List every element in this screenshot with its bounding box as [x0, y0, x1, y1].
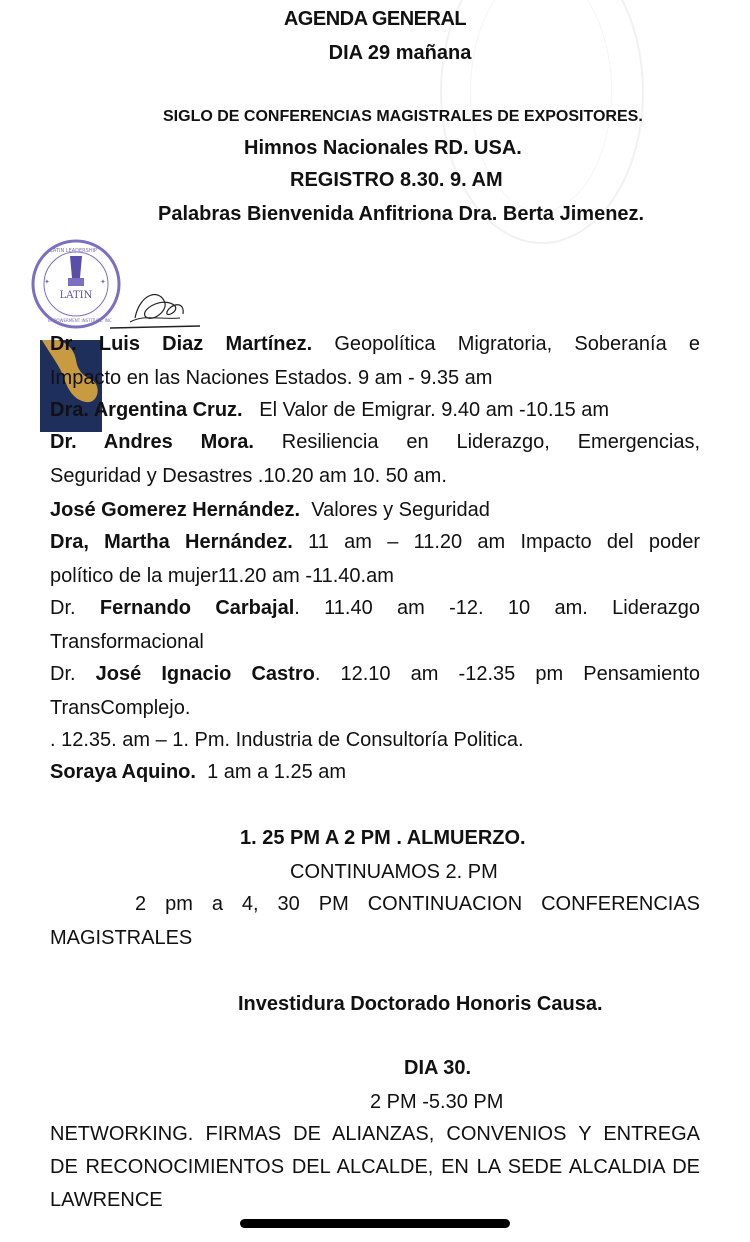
svg-text:✦: ✦: [100, 279, 106, 286]
talk-time: 1 am a 1.25 am: [207, 761, 347, 783]
agenda-item-3-line-1: [50, 426, 700, 459]
registration-time: REGISTRO 8.30. 9. AM: [290, 169, 503, 191]
agenda-item-7-line-1: [50, 658, 700, 691]
speaker-name: Dr. Andres Mora.: [50, 431, 254, 453]
agenda-item-1-line-2: Impacto en las Naciones Estados. 9 am - 9.35 am: [50, 367, 493, 389]
talk-topic: . 12.10 am -12.35 pm Pensamiento: [314, 663, 700, 685]
day-30-heading: DIA 30.: [404, 1057, 472, 1079]
continue-note: CONTINUAMOS 2. PM: [290, 861, 498, 883]
agenda-title: AGENDA GENERAL: [283, 8, 467, 30]
agenda-item-6-line-1: [50, 592, 700, 625]
talk-topic: 11 am – 11.20 am Impacto del poder: [308, 531, 701, 553]
day-30-line-2: DE RECONOCIMIENTOS DEL ALCALDE, EN LA SEDE ALCALDIA DE: [50, 1156, 700, 1178]
afternoon-session-line-2: MAGISTRALES: [50, 927, 193, 949]
svg-text:LATIN: LATIN: [59, 290, 93, 301]
home-indicator-bar[interactable]: [240, 1219, 510, 1228]
honoris-causa: Investidura Doctorado Honoris Causa.: [238, 993, 603, 1015]
speaker-name: Dra, Martha Hernández.: [50, 531, 293, 553]
day-30-line-1: NETWORKING. FIRMAS DE ALIANZAS, CONVENIOS Y ENTREGA: [50, 1123, 700, 1145]
agenda-item-1-line-1: [50, 328, 700, 361]
day-29-heading: DIA 29 mañana: [328, 42, 472, 64]
talk-topic: . 11.40 am -12. 10 am. Liderazgo: [294, 597, 700, 619]
speaker-name: José Gomerez Hernández.: [50, 499, 301, 521]
agenda-item-8: . 12.35. am – 1. Pm. Industria de Consultoría Politica.: [50, 729, 524, 751]
speaker-name: Dra. Argentina Cruz.: [50, 399, 243, 421]
agenda-item-5-line-1: [50, 526, 700, 559]
speaker-title: Dr.: [50, 597, 76, 619]
speaker-name: Soraya Aquino.: [50, 761, 196, 783]
conference-subtitle: SIGLO DE CONFERENCIAS MAGISTRALES DE EXPOSITORES.: [163, 108, 643, 125]
agenda-item-4: [50, 494, 700, 527]
agenda-item-3-line-2: Seguridad y Desastres .10.20 am 10. 50 am.: [50, 465, 447, 487]
day-30-time: 2 PM -5.30 PM: [370, 1091, 504, 1113]
svg-text:EMPOWERMENT INSTITUTE, INC: EMPOWERMENT INSTITUTE, INC: [48, 318, 112, 323]
agenda-item-5-line-2: político de la mujer11.20 am -11.40.am: [50, 565, 394, 587]
speaker-title: Dr.: [50, 663, 76, 685]
speaker-name: Fernando Carbajal: [99, 597, 295, 619]
day-30-line-3: LAWRENCE: [50, 1189, 163, 1211]
agenda-item-2: [50, 394, 700, 427]
talk-topic: Resiliencia en Liderazgo, Emergencias,: [281, 431, 700, 453]
speaker-name: Dr. Luis Diaz Martínez.: [50, 333, 313, 355]
talk-topic: Valores y Seguridad: [311, 499, 490, 521]
talk-topic: El Valor de Emigrar. 9.40 am -10.15 am: [259, 399, 610, 421]
talk-topic: Geopolítica Migratoria, Soberanía e: [334, 333, 701, 355]
afternoon-session-line-1: 2 pm a 4, 30 PM CONTINUACION CONFERENCIAS: [135, 893, 700, 915]
agenda-item-7-line-2: TransComplejo.: [50, 697, 191, 719]
svg-text:LATIN LEADERSHIP: LATIN LEADERSHIP: [50, 248, 98, 254]
lunch-break: 1. 25 PM A 2 PM . ALMUERZO.: [240, 827, 526, 849]
agenda-item-9: [50, 756, 700, 789]
national-anthems: Himnos Nacionales RD. USA.: [244, 137, 522, 159]
speaker-name: José Ignacio Castro: [95, 663, 315, 685]
agenda-item-6-line-2: Transformacional: [50, 631, 204, 653]
svg-text:✦: ✦: [44, 279, 50, 286]
welcome-words: Palabras Bienvenida Anfitriona Dra. Berta Jimenez.: [158, 203, 645, 225]
